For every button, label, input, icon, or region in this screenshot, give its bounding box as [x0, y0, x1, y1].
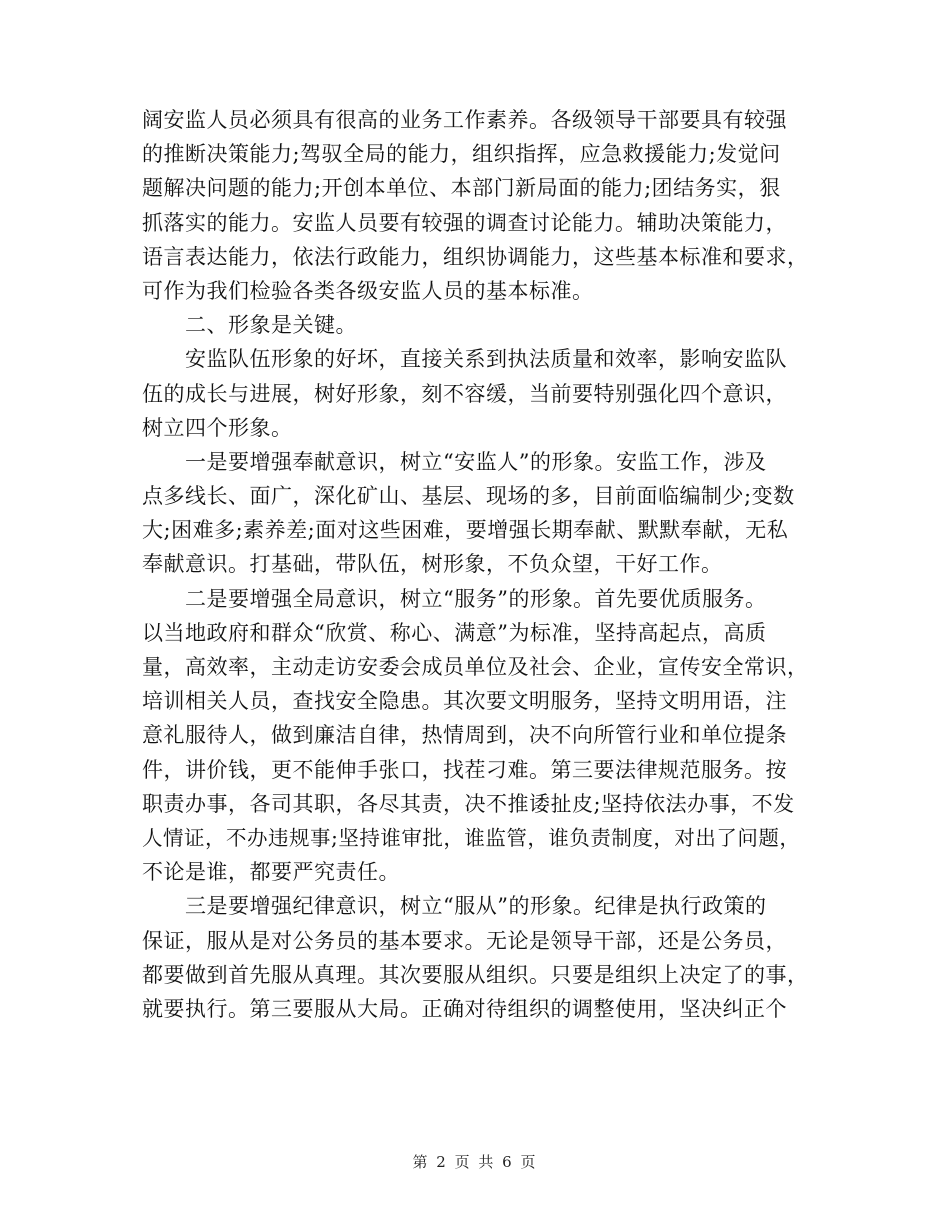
text-line: 意礼服待人，做到廉洁自律，热情周到，决不向所管行业和单位提条 — [142, 723, 787, 748]
text-line: 职责办事，各司其职，各尽其责，决不推诿扯皮;坚持依法办事，不发 — [142, 791, 795, 816]
text-line: 不论是谁，都要严究责任。 — [142, 860, 400, 885]
text-line: 就要执行。第三要服从大局。正确对待组织的调整使用，坚决纠正个 — [142, 996, 787, 1021]
text-line: 保证，服从是对公务员的基本要求。无论是领导干部，还是公务员， — [142, 928, 787, 953]
text-line: 阔安监人员必须具有很高的业务工作素养。各级领导干部要具有较强 — [142, 108, 787, 132]
text-line: 语言表达能力，依法行政能力，组织协调能力，这些基本标准和要求， — [142, 244, 809, 269]
text-line: 大;困难多;素养差;面对这些困难，要增强长期奉献、默默奉献，无私 — [142, 518, 789, 543]
text-line: 抓落实的能力。安监人员要有较强的调查讨论能力。辅助决策能力， — [142, 210, 787, 235]
text-line: 可作为我们检验各类各级安监人员的基本标准。 — [142, 278, 594, 303]
text-line: 伍的成长与进展，树好形象，刻不容缓，当前要特别强化四个意识， — [142, 381, 787, 406]
page-number-footer: 第 2 页 共 6 页 — [412, 1153, 538, 1171]
text-line: 的推断决策能力;驾驭全局的能力，组织指挥，应急救援能力;发觉问 — [142, 142, 781, 167]
text-line: 人情证，不办违规事;坚持谁审批，谁监管，谁负责制度，对出了问题， — [142, 825, 801, 850]
text-line: 培训相关人员，查找安全隐患。其次要文明服务，坚持文明用语，注 — [142, 689, 787, 714]
text-line: 三是要增强纪律意识，树立“服从”的形象。纪律是执行政策的 — [185, 894, 767, 919]
text-line: 一是要增强奉献意识，树立“安监人”的形象。安监工作，涉及 — [185, 449, 767, 474]
text-line: 件，讲价钱，更不能伸手张口，找茬刁难。第三要法律规范服务。按 — [142, 757, 787, 782]
text-line: 奉献意识。打基础，带队伍，树形象，不负众望，干好工作。 — [142, 552, 723, 577]
text-line: 二是要增强全局意识，树立“服务”的形象。首先要优质服务。 — [185, 586, 767, 611]
text-line: 点多线长、面广，深化矿山、基层、现场的多，目前面临编制少;变数 — [142, 484, 795, 509]
text-line: 题解决问题的能力;开创本单位、本部门新局面的能力;团结务实，狠 — [142, 176, 781, 201]
text-line: 二、形象是关键。 — [185, 313, 357, 338]
text-line: 量，高效率，主动走访安委会成员单位及社会、企业，宣传安全常识， — [142, 655, 809, 679]
text-line: 树立四个形象。 — [142, 415, 293, 440]
text-line: 安监队伍形象的好坏，直接关系到执法质量和效率，影响安监队 — [185, 347, 787, 372]
text-line: 以当地政府和群众“欣赏、称心、满意”为标准，坚持高起点，高质 — [142, 620, 767, 645]
document-body — [142, 103, 814, 1026]
text-line: 都要做到首先服从真理。其次要服从组织。只要是组织上决定了的事， — [142, 962, 809, 987]
